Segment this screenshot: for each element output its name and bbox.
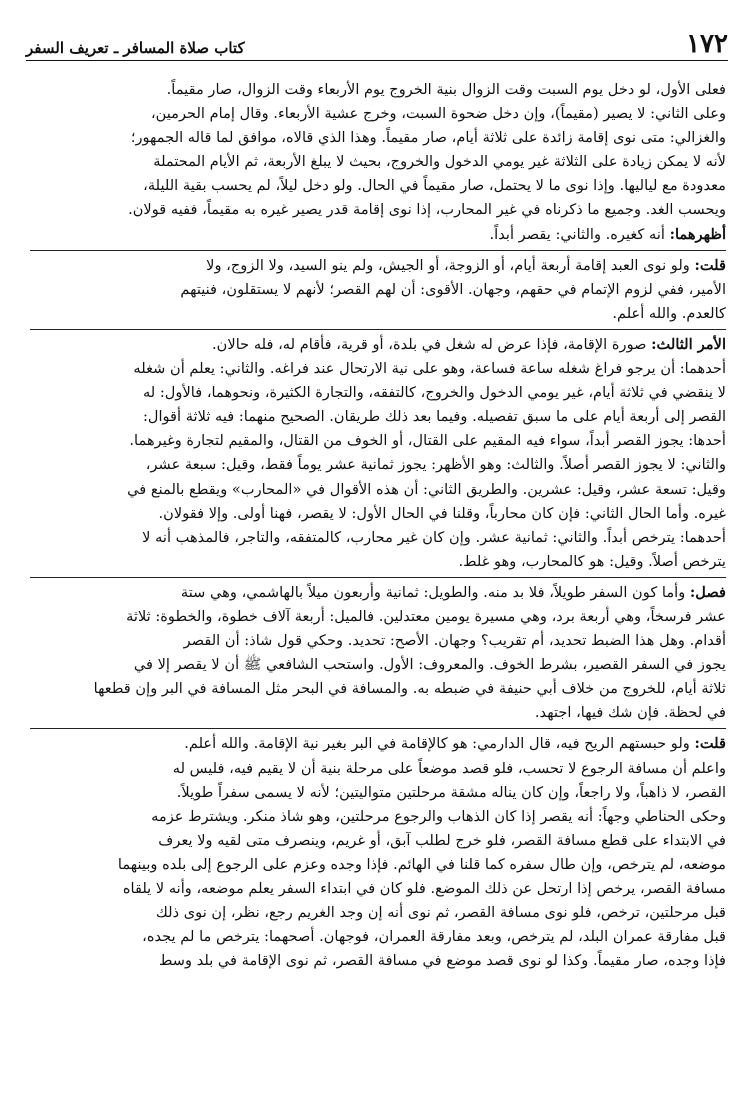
text-line: وحكى الحناطي وجهاً: أنه يقصر إذا كان الذهاب والرجوع مرحلتين، وهو شاذ منكر. ويشترط عزمه <box>151 807 726 825</box>
text-line: أحدها: يجوز القصر أبداً، سواء فيه المقيم على القتال، أو الخوف من القتال، والمقيم لتجارة وغيرهما. <box>129 432 726 450</box>
paragraph <box>30 78 726 247</box>
text-line: موضعه، لم يترخص، وإن طال سفره كما قلنا في الهائم. فإذا وجده وعزم على الرجوع إلى بلده وبينهما <box>117 855 726 873</box>
text-line: القصر، لا ذاهباً، ولا راجعاً، وإن كان يناله مشقة مرحلتين متواليتين؛ لأنه لا يسمى سفراً طويلاً. <box>176 783 726 801</box>
text-line <box>30 254 726 278</box>
page-body <box>30 78 726 1092</box>
text-line: غيره. وأما الحال الثاني: فإن كان محارباً، وقلنا في الحال الأول: لا يقصر، فهنا أولى. وإلا فقولان. <box>158 504 726 522</box>
text-line: ثلاثة أيام، للخروج من خلاف أبي حنيفة في ضبطه به. والمسافة في البحر مثل المسافة في البر وإن قطعها <box>93 680 726 698</box>
text-line: لا ينقضي في ثلاثة أيام، غير يومي الدخول والخروج، كالتفقه، والتجارة الكثيرة، ونحوهما، فالأول: له <box>142 384 726 402</box>
text-line <box>30 732 726 756</box>
text-line: عشر فرسخاً، وهي أربعة برد، وهي مسيرة يومين معتدلين. فالميل: أربعة آلاف خطوة، والخطوة: ثلاثة <box>126 607 726 625</box>
text-line: والغزالي: متى نوى إقامة زائدة على ثلاثة أيام، صار مقيماً. وهذا الذي قالاه، موافق لما قاله الجمهور؛ <box>130 129 726 147</box>
lead-word: أظهرهما: <box>669 225 726 243</box>
text-line: وعلى الثاني: لا يصير (مقيماً)، وإن دخل ضحوة السبت، وخرج عشية الأربعاء. وقال إمام الحرمين، <box>150 105 726 123</box>
text-line: معدودة مع لياليها. وإذا نوى ما لا يحتمل، صار مقيماً في الحال. ولو دخل ليلاً، لم يحسب بقية الليلة، <box>143 177 726 195</box>
section-divider <box>30 577 726 578</box>
text-line: قبل مرحلتين، ترخص، فلو نوى مسافة القصر، ثم نوى أنه إن وجد الغريم رجع، نظر، إن نوى ذلك <box>155 904 726 922</box>
text-line: أحدهما: يترخص أبداً. والثاني: ثمانية عشر. وإن كان غير محارب، كالمتفقه، والتاجر، فالمذهب أنه لا <box>142 528 726 546</box>
lead-word: الأمر الثالث: <box>651 335 726 353</box>
text-line: أقدام. وهل هذا الضبط تحديد، أم تقريب؟ وجهان. الأصح: تحديد. وحكي قول شاذ: أن القصر <box>183 632 726 650</box>
text-line: والثاني: لا يجوز القصر أصلاً. والثالث: وهو الأظهر: يجوز ثمانية عشر يوماً فقط، وقيل: سبعة عشر، <box>145 456 726 474</box>
lead-word: قلت: <box>694 735 726 753</box>
paragraph <box>30 757 726 974</box>
page-header <box>26 28 728 61</box>
lead-rest: أنه كغيره. والثاني: يقصر أبداً. <box>489 225 670 243</box>
text-line: أحدهما: أن يرجو فراغ شغله ساعة فساعة، وهو على نية الارتحال عند فراغه. والثاني: يعلم أن شغله <box>133 360 726 378</box>
paragraph <box>30 333 726 574</box>
paragraph <box>30 581 726 726</box>
text-span: وأما كون السفر طويلاً، فلا بد منه. والطويل: ثمانية وأربعون ميلاً بالهاشمي، وهي ستة <box>180 583 690 601</box>
page-number: ١٧٢ <box>686 29 728 59</box>
text-line: في الابتداء على قطع مسافة القصر، فلو خرج لطلب آبق، أو غريم، وينصرف متى لقيه ولا يعرف <box>158 831 726 849</box>
text-line: يجوز في السفر القصير، بشرط الخوف. والمعروف: الأول. واستحب الشافعي ﷺ أن لا يقصر إلا في <box>133 656 726 674</box>
text-line: كالعدم. والله أعلم. <box>612 304 726 322</box>
section-divider <box>30 329 726 330</box>
text-line: قبل مفارقة عمران البلد، لم يترخص، وبعد مفارقة العمران، فوجهان. أصحهما: يترخص ما لم يجده، <box>142 928 726 946</box>
lead-word: قلت: <box>694 256 726 274</box>
text-line <box>30 581 726 605</box>
text-line: مسافة القصر، يرخص إذا ارتحل عن ذلك الموضع. فلو كان في ابتداء السفر يعلم موضعه، وأنه لا يلقاه <box>122 880 726 897</box>
text-line: واعلم أن مسافة الرجوع لا تحسب، فلو قصد موضعاً على مرحلة بنية أن لا يقيم فيه، فليس له <box>172 759 726 777</box>
text-line: ويحسب الغد. وجميع ما ذكرناه في غير المحارب، إذا نوى إقامة قدر يصير غيره به مقيماً، ففيه قولان. <box>128 201 726 219</box>
paragraph <box>30 732 726 756</box>
text-line: فإذا وجده، صار مقيماً. وكذا لو نوى قصد موضع في مسافة القصر، ثم نوى الإقامة في بلد وسط <box>158 952 726 970</box>
text-line: القصر إلى أربعة أيام على ما سبق تفصيله. وفيما بعد ذلك طريقان. الصحيح منهما: فيه ثلاثة أقوال: <box>142 408 726 426</box>
text-line: فعلى الأول، لو دخل يوم السبت وقت الزوال بنية الخروج يوم الأربعاء وقت الزوال، صار مقيماً. <box>166 81 726 98</box>
lead-word: فصل: <box>689 583 726 601</box>
text-span: ولو نوى العبد إقامة أربعة أيام، أو الزوجة، أو الجيش، ولم ينو السيد، ولا الزوج، ولا <box>206 256 695 274</box>
text-span: صورة الإقامة، فإذا عرض له شغل في بلدة، أو قرية، فأقام له، فله حالان. <box>212 335 652 353</box>
text-span: ولو حبستهم الريح فيه، قال الدارمي: هو كالإقامة في البر بغير نية الإقامة. والله أعلم. <box>184 735 695 753</box>
text-line <box>30 223 726 247</box>
section-divider <box>30 728 726 729</box>
text-line: وقيل: تسعة عشر، وقيل: عشرين. والطريق الثاني: أن هذه الأقوال في «المحارب» ويقطع بالمنع في <box>127 480 726 498</box>
section-divider <box>30 250 726 251</box>
text-line: يترخص أصلاً. وقيل: هو كالمحارب، وهو غلط. <box>458 552 726 570</box>
text-line: في لحظة. فإن شك فيها، اجتهد. <box>534 704 726 722</box>
text-line: لأنه لا يمكن زيادة على الثلاثة غير يومي الدخول والخروج، بحيث لا يبلغ الأربعة، ثم الأيام المحتملة <box>153 153 726 171</box>
running-title: كتاب صلاة المسافر ـ تعريف السفر <box>26 39 245 57</box>
paragraph <box>30 254 726 326</box>
text-line: الأمير، ففي لزوم الإتمام في حقهم، وجهان. الأقوى: أن لهم القصر؛ لأنهم لا يستقلون، فنيتهم <box>180 280 726 298</box>
text-line <box>30 333 726 357</box>
